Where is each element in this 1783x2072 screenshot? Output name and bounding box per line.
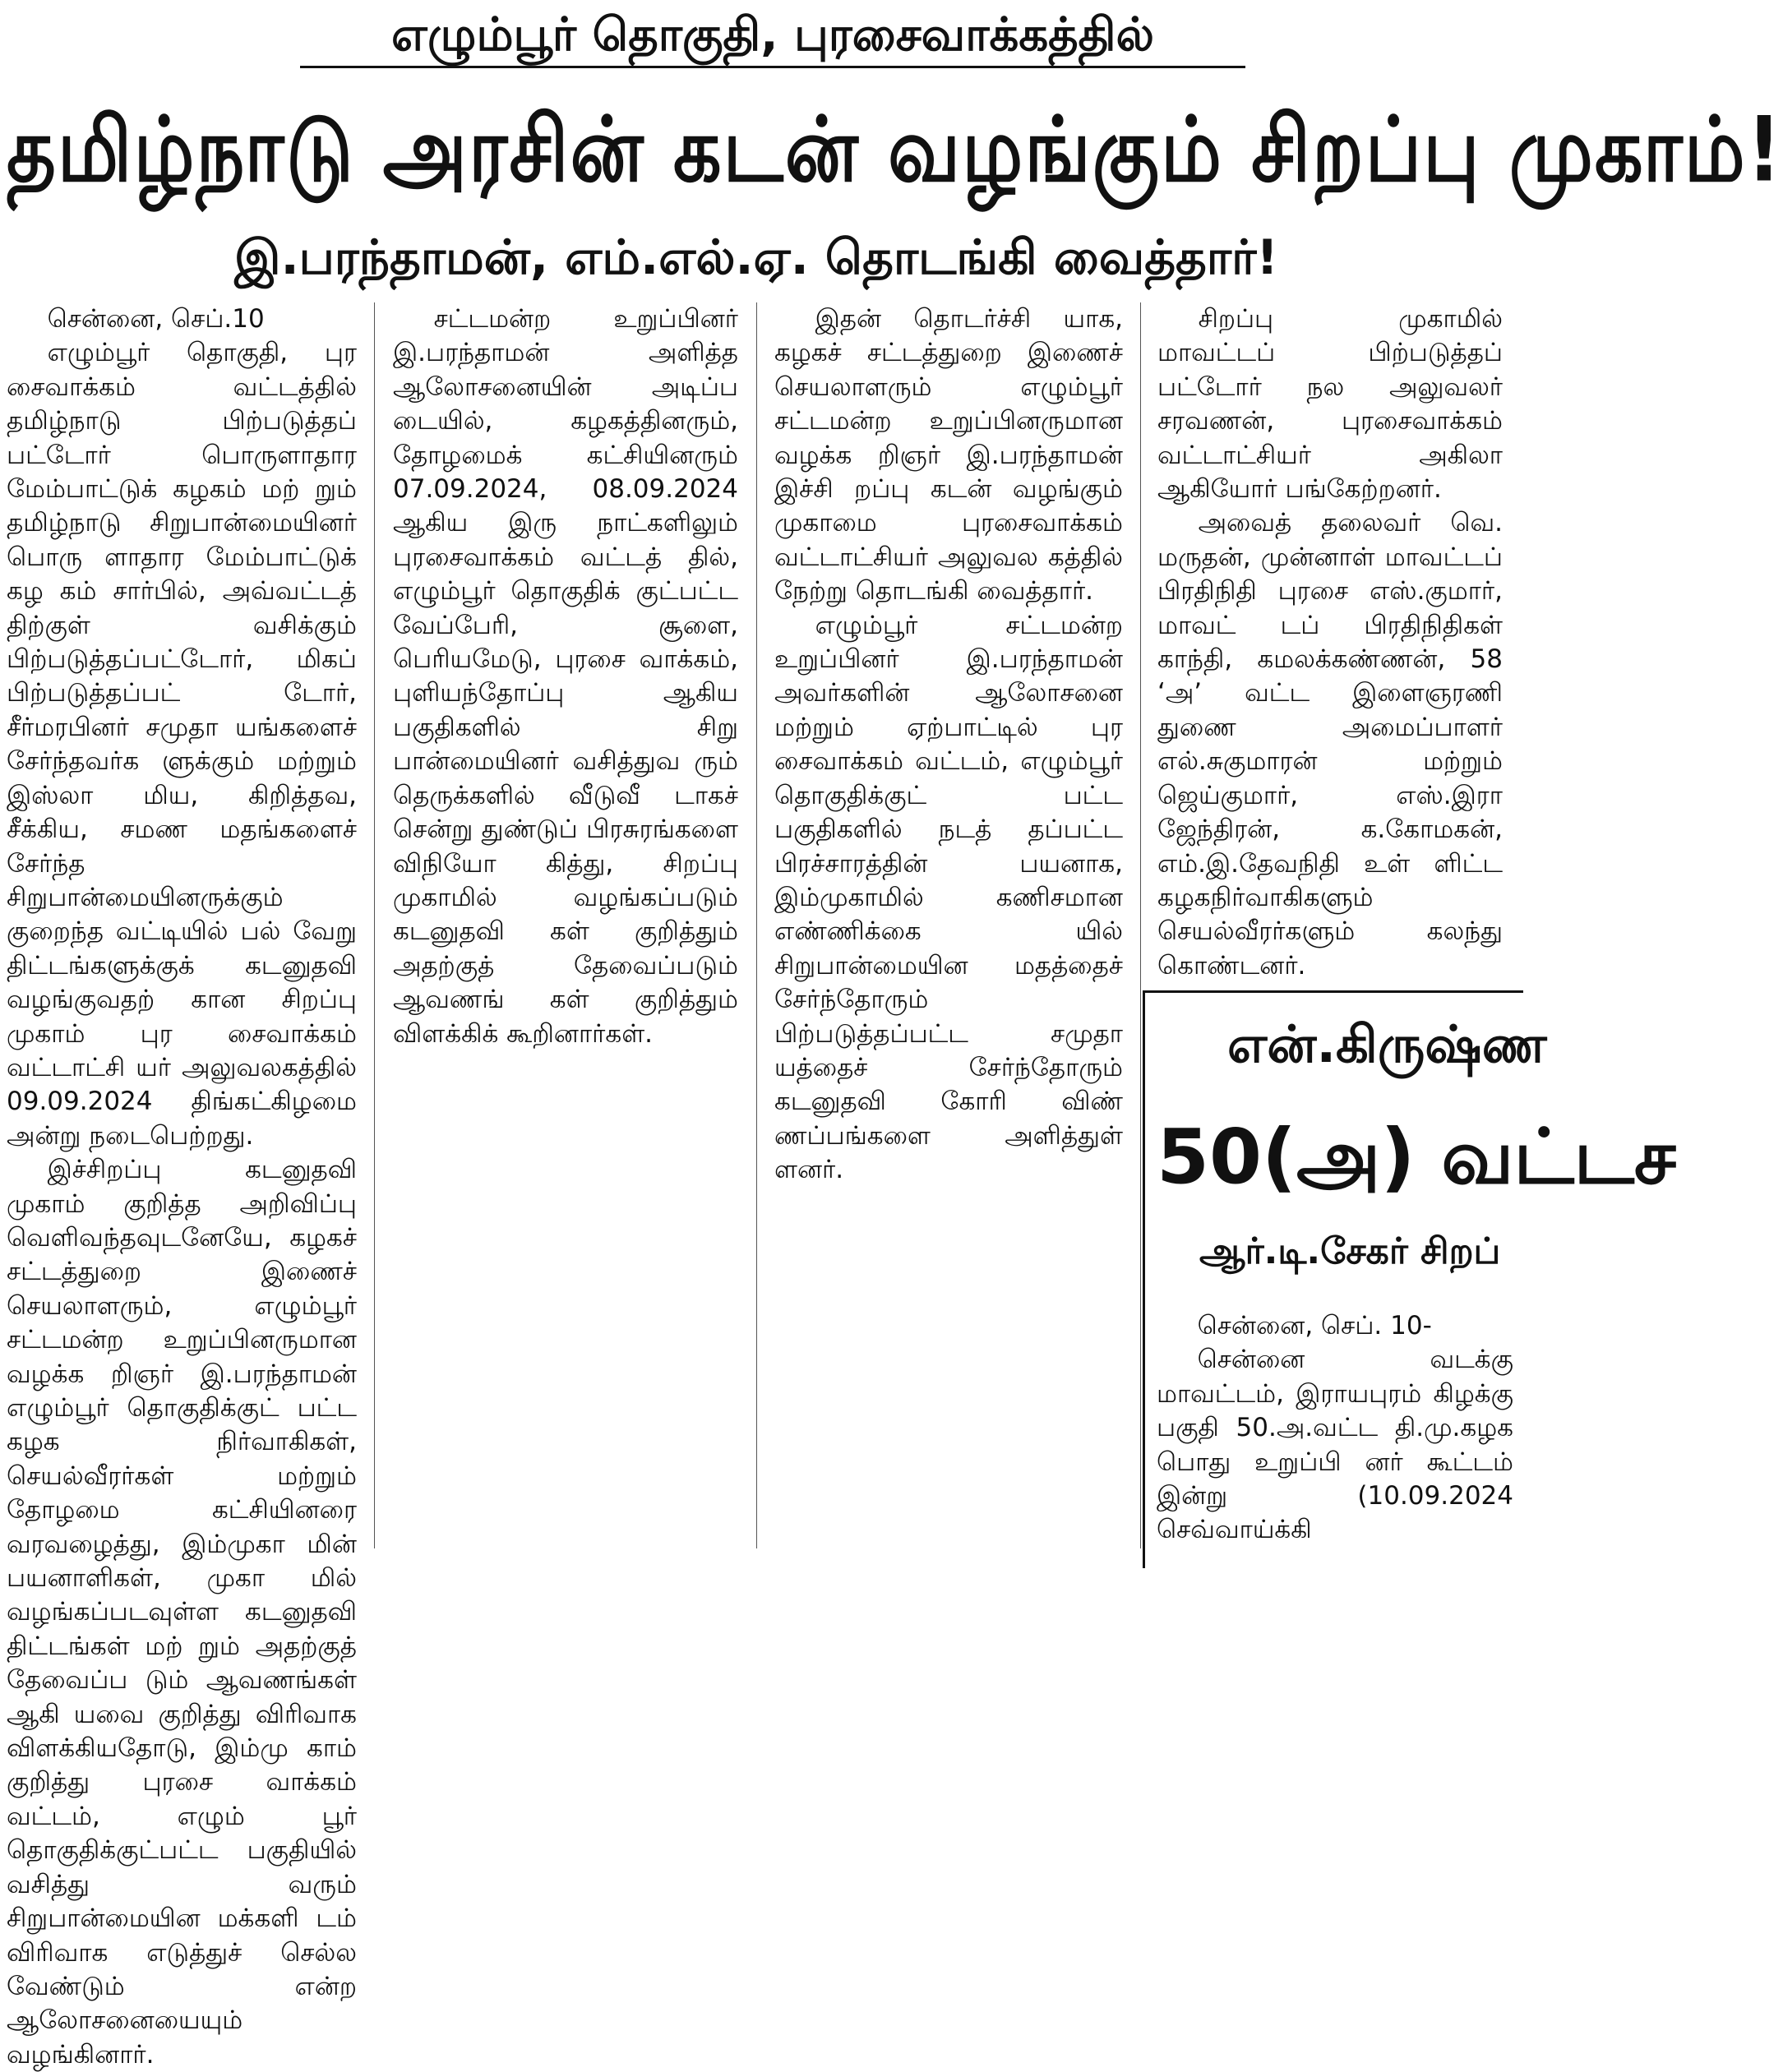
side-story-text: சென்னை வடக்கு மாவட்டம், இராயபுரம் கிழக்கு பகுதி 50.அ.வட்ட தி.மு.கழக பொது உறுப்பி னர் கூட்டம் இன்று (10.09.2024 செவ்வாய்க்கி bbox=[1157, 1345, 1513, 1545]
article-kicker: எழும்பூர் தொகுதி, புரசைவாக்கத்தில் bbox=[300, 5, 1245, 68]
article-paragraph-6: சிறப்பு முகாமில் மாவட்டப் பிற்படுத்தப் பட்டோர் நல அலுவலர் சரவணன், புரசைவாக்கம் வட்டாட்சியர் அகிலா ஆகியோர் பங்கேற்றனர். bbox=[1157, 304, 1503, 505]
article-paragraph-5: எழும்பூர் சட்டமன்ற உறுப்பினர் இ.பரந்தாமன் அவர்களின் ஆலோசனை மற்றும் ஏற்பாட்டில் புர சைவாக்கம் வட்டம், எழும்பூர் தொகுதிக்குட் பட்ட பகுதிகளில் நடத் தப்பட்ட பிரச்சாரத்தின் பயனாக, இம்முகாமில் கணிசமான எண்ணிக்கை யில் சிறுபான்மையின மதத்தைச் சேர்ந்தோரும் பிற்படுத்தப்பட்ட சமுதா யத்தைச் சேர்ந்தோரும் கடனுதவி கோரி விண் ணப்பங்களை அளித்துள் ளனர். bbox=[774, 610, 1123, 1185]
side-story-body bbox=[1157, 1309, 1513, 1568]
article-column-4 bbox=[1157, 302, 1503, 981]
article-paragraph-4: இதன் தொடர்ச்சி யாக, கழகச் சட்டத்துறை இணைச் செயலாளரும் எழும்பூர் சட்டமன்ற உறுப்பினருமான வழக்க றிஞர் இ.பரந்தாமன் இச்சி றப்பு கடன் வழங்கும் முகாமை புரசைவாக்கம் வட்டாட்சியர் அலுவல கத்தில் நேற்று தொடங்கி வைத்தார். bbox=[774, 304, 1123, 607]
article-paragraph-3: சட்டமன்ற உறுப்பினர் இ.பரந்தாமன் அளித்த ஆலோசனையின் அடிப்ப டையில், கழகத்தினரும், தோழமைக் கட்சியினரும் 07.09.2024, 08.09.2024 ஆகிய இரு நாட்களிலும் புரசைவாக்கம் வட்டத் தில், எழும்பூர் தொகுதிக் குட்பட்ட வேப்பேரி, சூளை, பெரியமேடு, புரசை வாக்கம், புளியந்தோப்பு ஆகிய பகுதிகளில் சிறு பான்மையினர் வசித்துவ ரும் தெருக்களில் வீடுவீ டாகச் சென்று துண்டுப் பிரசுரங்களை விநியோ கித்து, சிறப்பு முகாமில் வழங்கப்படும் கடனுதவி கள் குறித்தும் அதற்குத் தேவைப்படும் ஆவணங் கள் குறித்தும் விளக்கிக் கூறினார்கள். bbox=[393, 304, 738, 1049]
side-story-title: என்.கிருஷ்ண bbox=[1227, 1014, 1547, 1074]
article-paragraph-2a: இச்சிறப்பு கடனுதவி முகாம் குறித்த அறிவிப்பு வெளிவந்தவுடனேயே, கழகச் சட்டத்துறை இணைச் செயலாளரும், எழும்பூர் சட்டமன்ற உறுப்பினருமான வழக்க றிஞர் இ.பரந்தாமன் எழும்பூர் தொகுதிக்குட் பட்ட கழக நிர்வாகிகள், செயல்வீரர்கள் மற்றும் தோழமை கட்சியினரை வரவழைத்து, இம்முகா மின் பயனாளிகள், முகா மில் வழங்கப்படவுள்ள கடனுதவி திட்டங்கள் மற் றும் அதற்குத் தேவைப்ப டும் ஆவணங்கள் ஆகி யவை குறித்து விரிவாக விளக்கியதோடு, இம்மு காம் குறித்து புரசை வாக்கம் வட்டம், எழும் பூர் தொகுதிக்குட்பட்ட பகுதியில் வசித்து வரும் சிறுபான்மையின மக்களி டம் விரிவாக எடுத்துச் செல்ல வேண்டும் என்ற ஆலோசனையையும் வழங்கினார். bbox=[7, 1155, 357, 2070]
article-headline: தமிழ்நாடு அரசின் கடன் வழங்கும் சிறப்பு முகாம்! bbox=[7, 98, 1783, 202]
side-story-subtitle: ஆர்.டி.சேகர் சிறப் bbox=[1199, 1230, 1501, 1272]
article-column-1 bbox=[7, 302, 357, 2070]
article-subhead: இ.பரந்தாமன், எம்.எல்.ஏ. தொடங்கி வைத்தார்! bbox=[234, 229, 1278, 285]
side-story-dateline: சென்னை, செப். 10- bbox=[1197, 1311, 1432, 1341]
side-story-box bbox=[1143, 990, 1676, 1568]
article-dateline: சென்னை, செப்.10 bbox=[47, 304, 265, 334]
column-divider bbox=[1140, 302, 1141, 1548]
article-paragraph-7: அவைத் தலைவர் வெ. மருதன், முன்னாள் மாவட்டப் பிரதிநிதி புரசை எஸ்.குமார், மாவட் டப் பிரதிநிதிகள் காந்தி, கமலக்கண்ணன், 58 ‘அ’ வட்ட இளைஞரணி துணை அமைப்பாளர் எல்.சுகுமாரன் மற்றும் ஜெய்குமார், எஸ்.இரா ஜேந்திரன், க.கோமகன், எம்.இ.தேவநிதி உள் ளிட்ட கழகநிர்வாகிகளும் செயல்வீரர்களும் கலந்து கொண்டனர். bbox=[1157, 508, 1503, 981]
column-divider bbox=[756, 302, 757, 1548]
article-paragraph-1: எழும்பூர் தொகுதி, புர சைவாக்கம் வட்டத்தில் தமிழ்நாடு பிற்படுத்தப் பட்டோர் பொருளாதார மேம்பாட்டுக் கழகம் மற் றும் தமிழ்நாடு சிறுபான்மையினர் பொரு ளாதார மேம்பாட்டுக் கழ கம் சார்பில், அவ்வட்டத் திற்குள் வசிக்கும் பிற்படுத்தப்பட்டோர், மிகப் பிற்படுத்தப்பட் டோர், சீர்மரபினர் சமுதா யங்களைச் சேர்ந்தவர்க ளுக்கும் மற்றும் இஸ்லா மிய, கிறித்தவ, சீக்கிய, சமண மதங்களைச் சேர்ந்த சிறுபான்மையினருக்கும் குறைந்த வட்டியில் பல் வேறு திட்டங்களுக்குக் கடனுதவி வழங்குவதற் கான சிறப்பு முகாம் புர சைவாக்கம் வட்டாட்சி யர் அலுவலகத்தில் 09.09.2024 திங்கட்கிழமை அன்று நடைபெற்றது. bbox=[7, 338, 357, 1151]
column-divider bbox=[374, 302, 375, 1548]
article-column-2 bbox=[393, 302, 738, 1548]
side-story-title-2: 50(அ) வட்டச bbox=[1157, 1113, 1676, 1201]
article-column-3 bbox=[774, 302, 1123, 1548]
